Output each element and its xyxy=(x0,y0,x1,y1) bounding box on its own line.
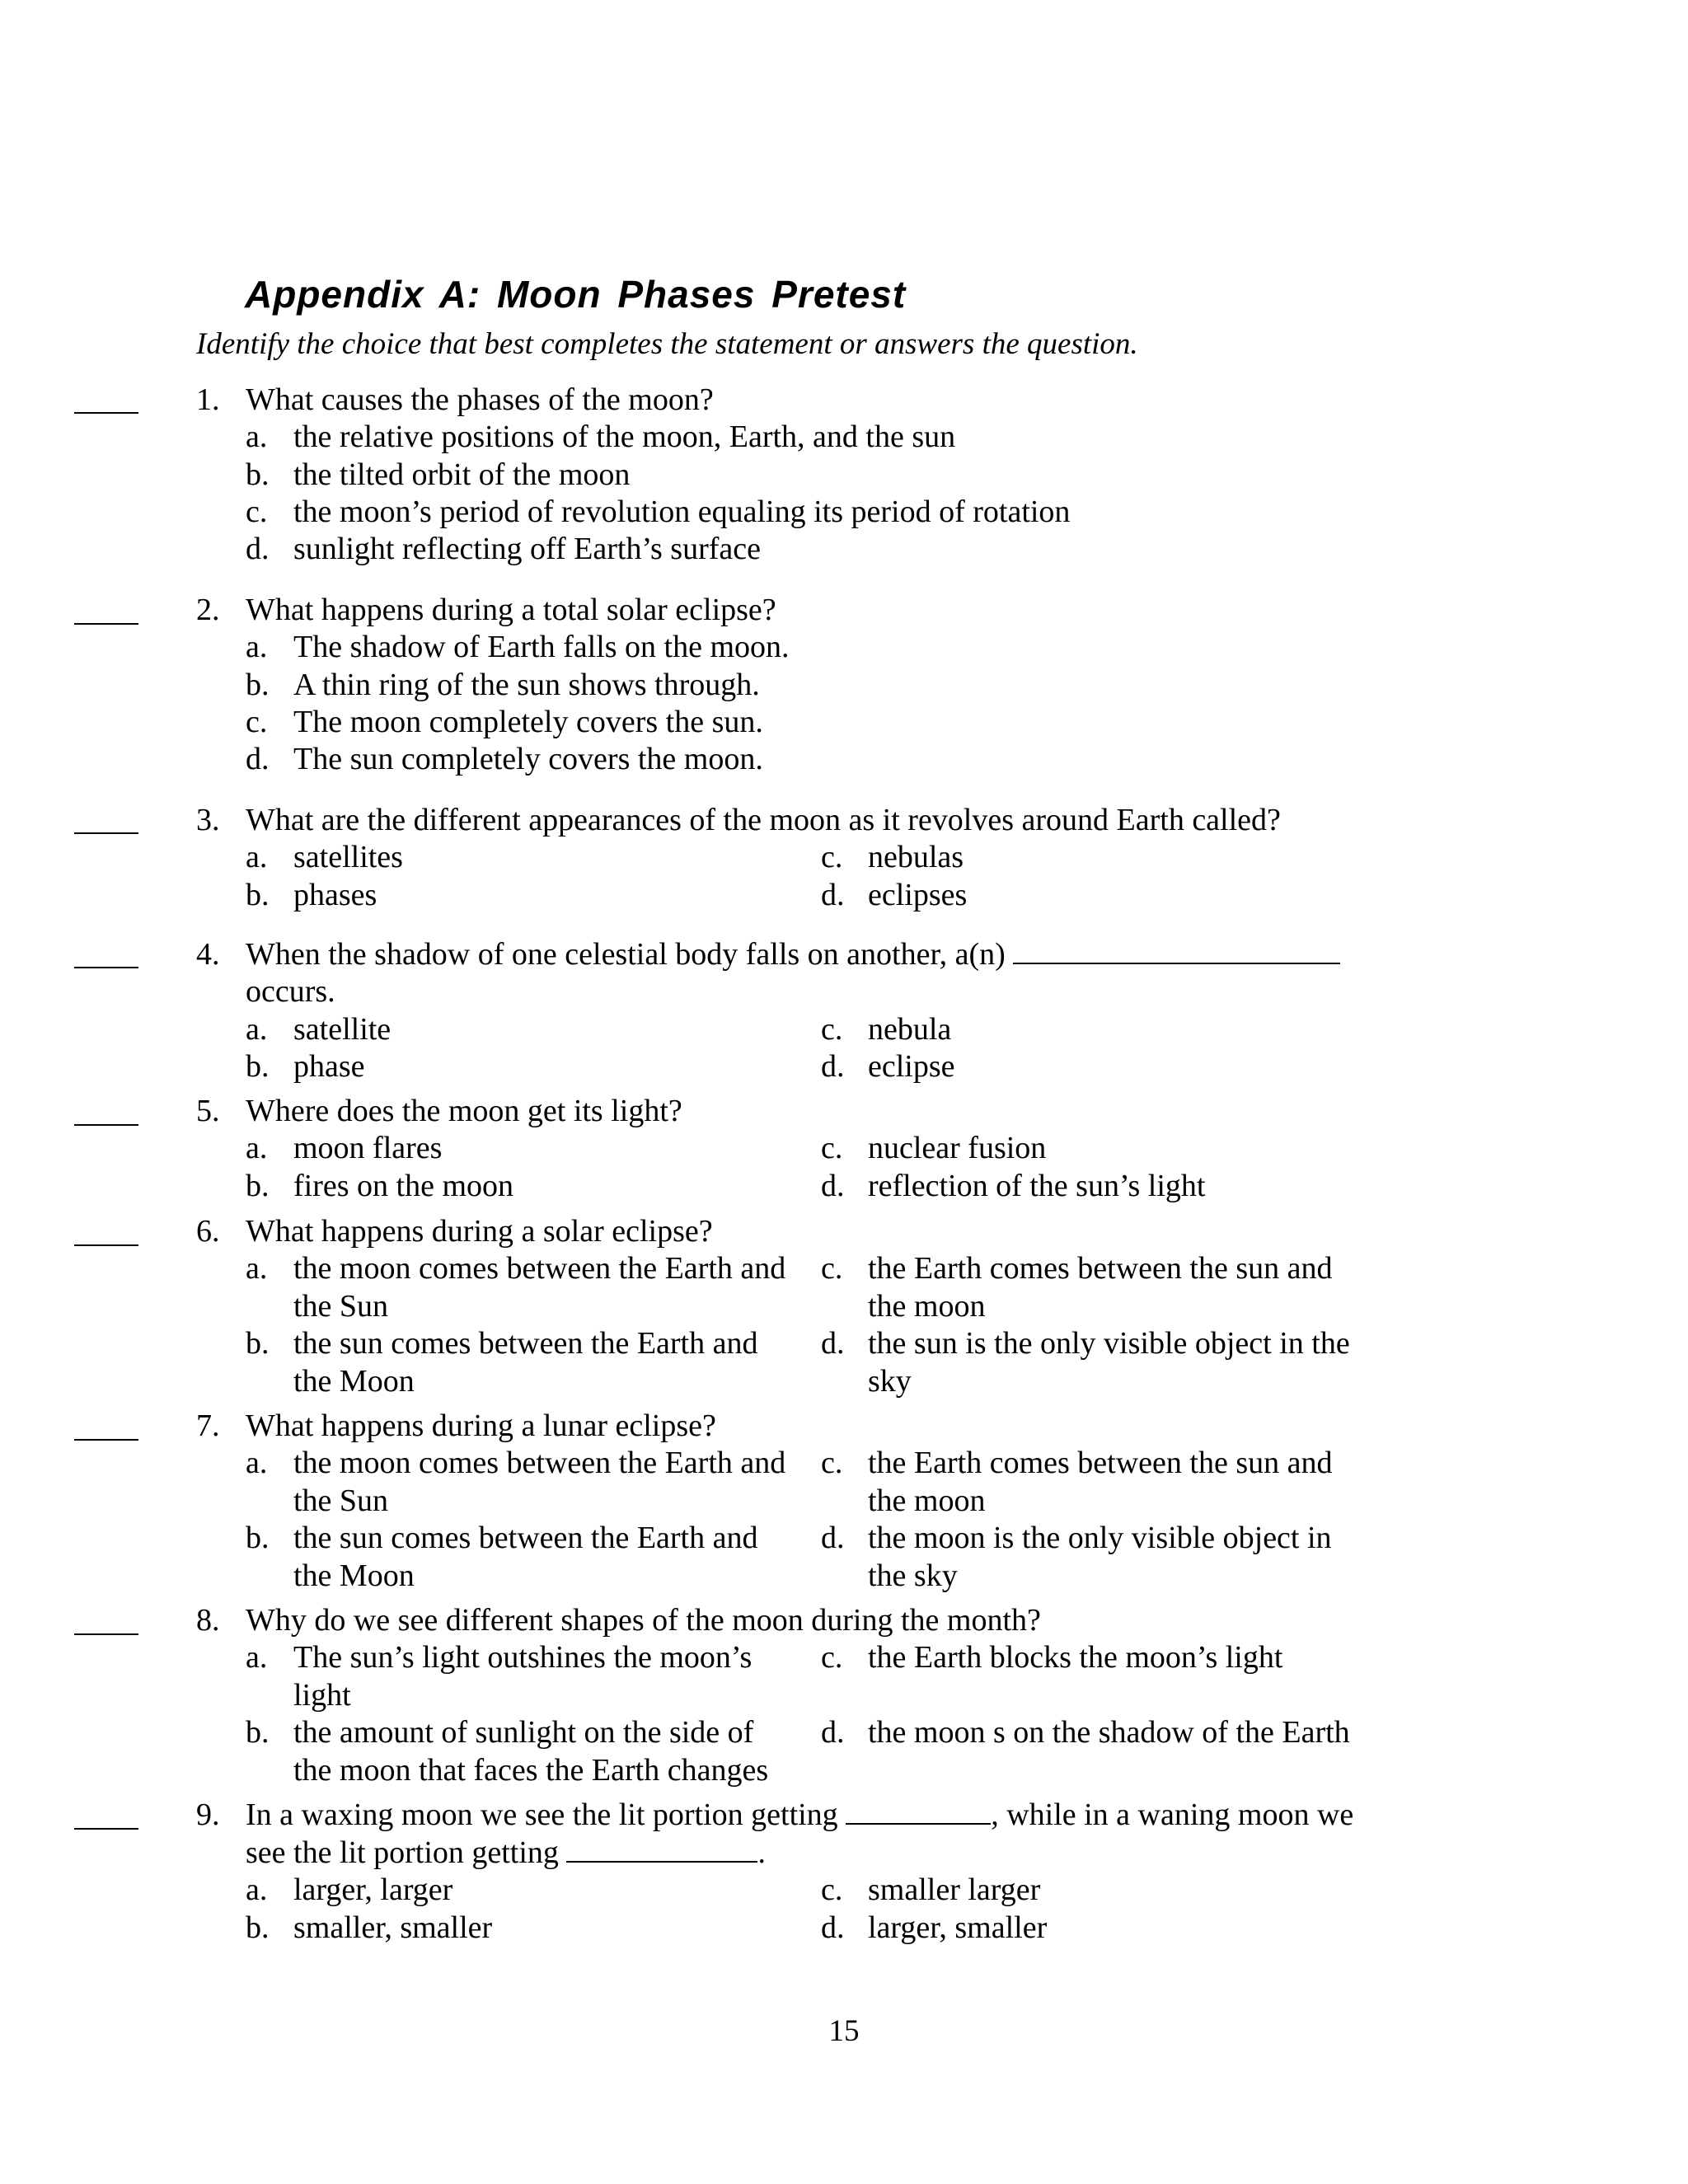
choice-label: b. xyxy=(246,878,270,912)
choice-text: the moon that faces the Earth changes xyxy=(293,1753,769,1788)
choice-text: larger, larger xyxy=(293,1872,453,1907)
question-text: When the shadow of one celestial body falls on another, a(n) xyxy=(246,937,1014,972)
choice-text: the moon is the only visible object in xyxy=(868,1521,1332,1555)
choice-text: larger, smaller xyxy=(868,1910,1048,1945)
choice-text: the amount of sunlight on the side of xyxy=(293,1715,754,1750)
answer-blank[interactable] xyxy=(74,623,138,625)
question-text-line xyxy=(246,935,1340,973)
answer-blank[interactable] xyxy=(74,412,138,414)
choice-text: the sun is the only visible object in the xyxy=(868,1326,1350,1361)
choice-label: b. xyxy=(246,1169,270,1203)
choice-text: light xyxy=(293,1678,351,1713)
question-text: Where does the moon get its light? xyxy=(246,1094,682,1128)
choice-label: d. xyxy=(246,742,270,776)
question-text: Why do we see different shapes of the moon during the month? xyxy=(246,1603,1041,1638)
question-number: 5. xyxy=(196,1094,220,1128)
choice-text: the Sun xyxy=(293,1289,389,1324)
choice-label: d. xyxy=(821,1715,845,1750)
choice-label: a. xyxy=(246,630,268,664)
choice-text: the tilted orbit of the moon xyxy=(293,457,631,492)
choice-label: d. xyxy=(821,1169,845,1203)
choice-text: the moon comes between the Earth and xyxy=(293,1251,786,1286)
question-text: What causes the phases of the moon? xyxy=(246,382,714,417)
question-text: . xyxy=(757,1835,766,1870)
choice-text: smaller, smaller xyxy=(293,1910,493,1945)
choice-text: The sun completely covers the moon. xyxy=(293,742,763,776)
choice-label: b. xyxy=(246,1910,270,1945)
question-number: 8. xyxy=(196,1603,220,1638)
choice-text: The sun’s light outshines the moon’s xyxy=(293,1640,753,1675)
question-text: occurs. xyxy=(246,974,335,1009)
choice-label: a. xyxy=(246,1012,268,1047)
choice-text: sunlight reflecting off Earth’s surface xyxy=(293,532,761,566)
choice-text: phase xyxy=(293,1049,365,1084)
choice-label: b. xyxy=(246,1521,270,1555)
choice-text: the moon xyxy=(868,1483,986,1518)
choice-label: a. xyxy=(246,1251,268,1286)
choice-label: d. xyxy=(246,532,270,566)
instructions: Identify the choice that best completes the statement or answers the question. xyxy=(196,327,1138,361)
choice-text: the Moon xyxy=(293,1364,415,1399)
question-number: 9. xyxy=(196,1797,220,1832)
choice-label: b. xyxy=(246,668,270,702)
choice-text: the moon xyxy=(868,1289,986,1324)
question-text: What happens during a total solar eclipse? xyxy=(246,593,776,627)
question-text: What are the different appearances of the moon as it revolves around Earth called? xyxy=(246,803,1281,837)
choice-label: c. xyxy=(821,1131,843,1165)
choice-text: the sun comes between the Earth and xyxy=(293,1326,758,1361)
choice-text: the Earth comes between the sun and xyxy=(868,1446,1333,1480)
choice-label: c. xyxy=(821,1251,843,1286)
choice-text: reflection of the sun’s light xyxy=(868,1169,1206,1203)
choice-label: a. xyxy=(246,1640,268,1675)
choice-text: the moon comes between the Earth and xyxy=(293,1446,786,1480)
choice-text: The moon completely covers the sun. xyxy=(293,705,763,739)
choice-label: b. xyxy=(246,1326,270,1361)
choice-label: c. xyxy=(246,494,268,529)
choice-label: c. xyxy=(821,1640,843,1675)
choice-text: satellite xyxy=(293,1012,392,1047)
answer-blank[interactable] xyxy=(74,1828,138,1830)
choice-text: eclipses xyxy=(868,878,968,912)
choice-label: a. xyxy=(246,419,268,454)
answer-blank[interactable] xyxy=(74,1439,138,1441)
choice-text: the Earth comes between the sun and xyxy=(868,1251,1333,1286)
question-text-line xyxy=(246,1796,1353,1834)
choice-label: c. xyxy=(821,1872,843,1907)
choice-text: The shadow of Earth falls on the moon. xyxy=(293,630,790,664)
choice-text: moon flares xyxy=(293,1131,443,1165)
answer-blank[interactable] xyxy=(74,1244,138,1246)
choice-text: nebulas xyxy=(868,840,964,874)
choice-label: a. xyxy=(246,840,268,874)
page-title: Appendix A: Moon Phases Pretest xyxy=(245,273,907,316)
choice-label: b. xyxy=(246,1715,270,1750)
choice-label: d. xyxy=(821,1521,845,1555)
choice-label: b. xyxy=(246,1049,270,1084)
choice-text: the moon’s period of revolution equaling its period of rotation xyxy=(293,494,1071,529)
choice-text: smaller larger xyxy=(868,1872,1041,1907)
choice-label: b. xyxy=(246,457,270,492)
choice-label: c. xyxy=(821,840,843,874)
choice-text: the sun comes between the Earth and xyxy=(293,1521,758,1555)
choice-text: A thin ring of the sun shows through. xyxy=(293,668,760,702)
fill-in-blank[interactable] xyxy=(1013,938,1340,964)
choice-label: c. xyxy=(821,1012,843,1047)
choice-text: the Sun xyxy=(293,1483,389,1518)
question-number: 3. xyxy=(196,803,220,837)
choice-text: satellites xyxy=(293,840,403,874)
choice-label: d. xyxy=(821,1910,845,1945)
answer-blank[interactable] xyxy=(74,1633,138,1635)
page-number: 15 xyxy=(828,2014,860,2048)
question-text-line xyxy=(246,1834,766,1872)
choice-label: d. xyxy=(821,1049,845,1084)
choice-text: fires on the moon xyxy=(293,1169,514,1203)
choice-text: the Moon xyxy=(293,1558,415,1593)
answer-blank[interactable] xyxy=(74,967,138,968)
choice-label: d. xyxy=(821,1326,845,1361)
question-number: 2. xyxy=(196,593,220,627)
choice-label: a. xyxy=(246,1446,268,1480)
question-number: 6. xyxy=(196,1214,220,1249)
question-number: 1. xyxy=(196,382,220,417)
fill-in-blank[interactable] xyxy=(566,1836,757,1863)
question-text: In a waxing moon we see the lit portion getting xyxy=(246,1797,846,1832)
question-text: What happens during a lunar eclipse? xyxy=(246,1408,716,1443)
question-number: 7. xyxy=(196,1408,220,1443)
choice-text: eclipse xyxy=(868,1049,955,1084)
choice-text: nuclear fusion xyxy=(868,1131,1047,1165)
choice-label: c. xyxy=(821,1446,843,1480)
answer-blank[interactable] xyxy=(74,832,138,834)
choice-text: nebula xyxy=(868,1012,952,1047)
fill-in-blank[interactable] xyxy=(846,1798,991,1825)
choice-text: the moon s on the shadow of the Earth xyxy=(868,1715,1350,1750)
choice-text: the Earth blocks the moon’s light xyxy=(868,1640,1283,1675)
choice-label: d. xyxy=(821,878,845,912)
question-text: What happens during a solar eclipse? xyxy=(246,1214,713,1249)
question-text: , while in a waning moon we xyxy=(991,1797,1354,1832)
choice-text: the relative positions of the moon, Earth, and the sun xyxy=(293,419,956,454)
question-number: 4. xyxy=(196,937,220,972)
choice-label: c. xyxy=(246,705,268,739)
answer-blank[interactable] xyxy=(74,1124,138,1126)
question-text: see the lit portion getting xyxy=(246,1835,567,1870)
choice-label: a. xyxy=(246,1872,268,1907)
choice-text: the sky xyxy=(868,1558,958,1593)
choice-label: a. xyxy=(246,1131,268,1165)
choice-text: phases xyxy=(293,878,377,912)
choice-text: sky xyxy=(868,1364,912,1399)
